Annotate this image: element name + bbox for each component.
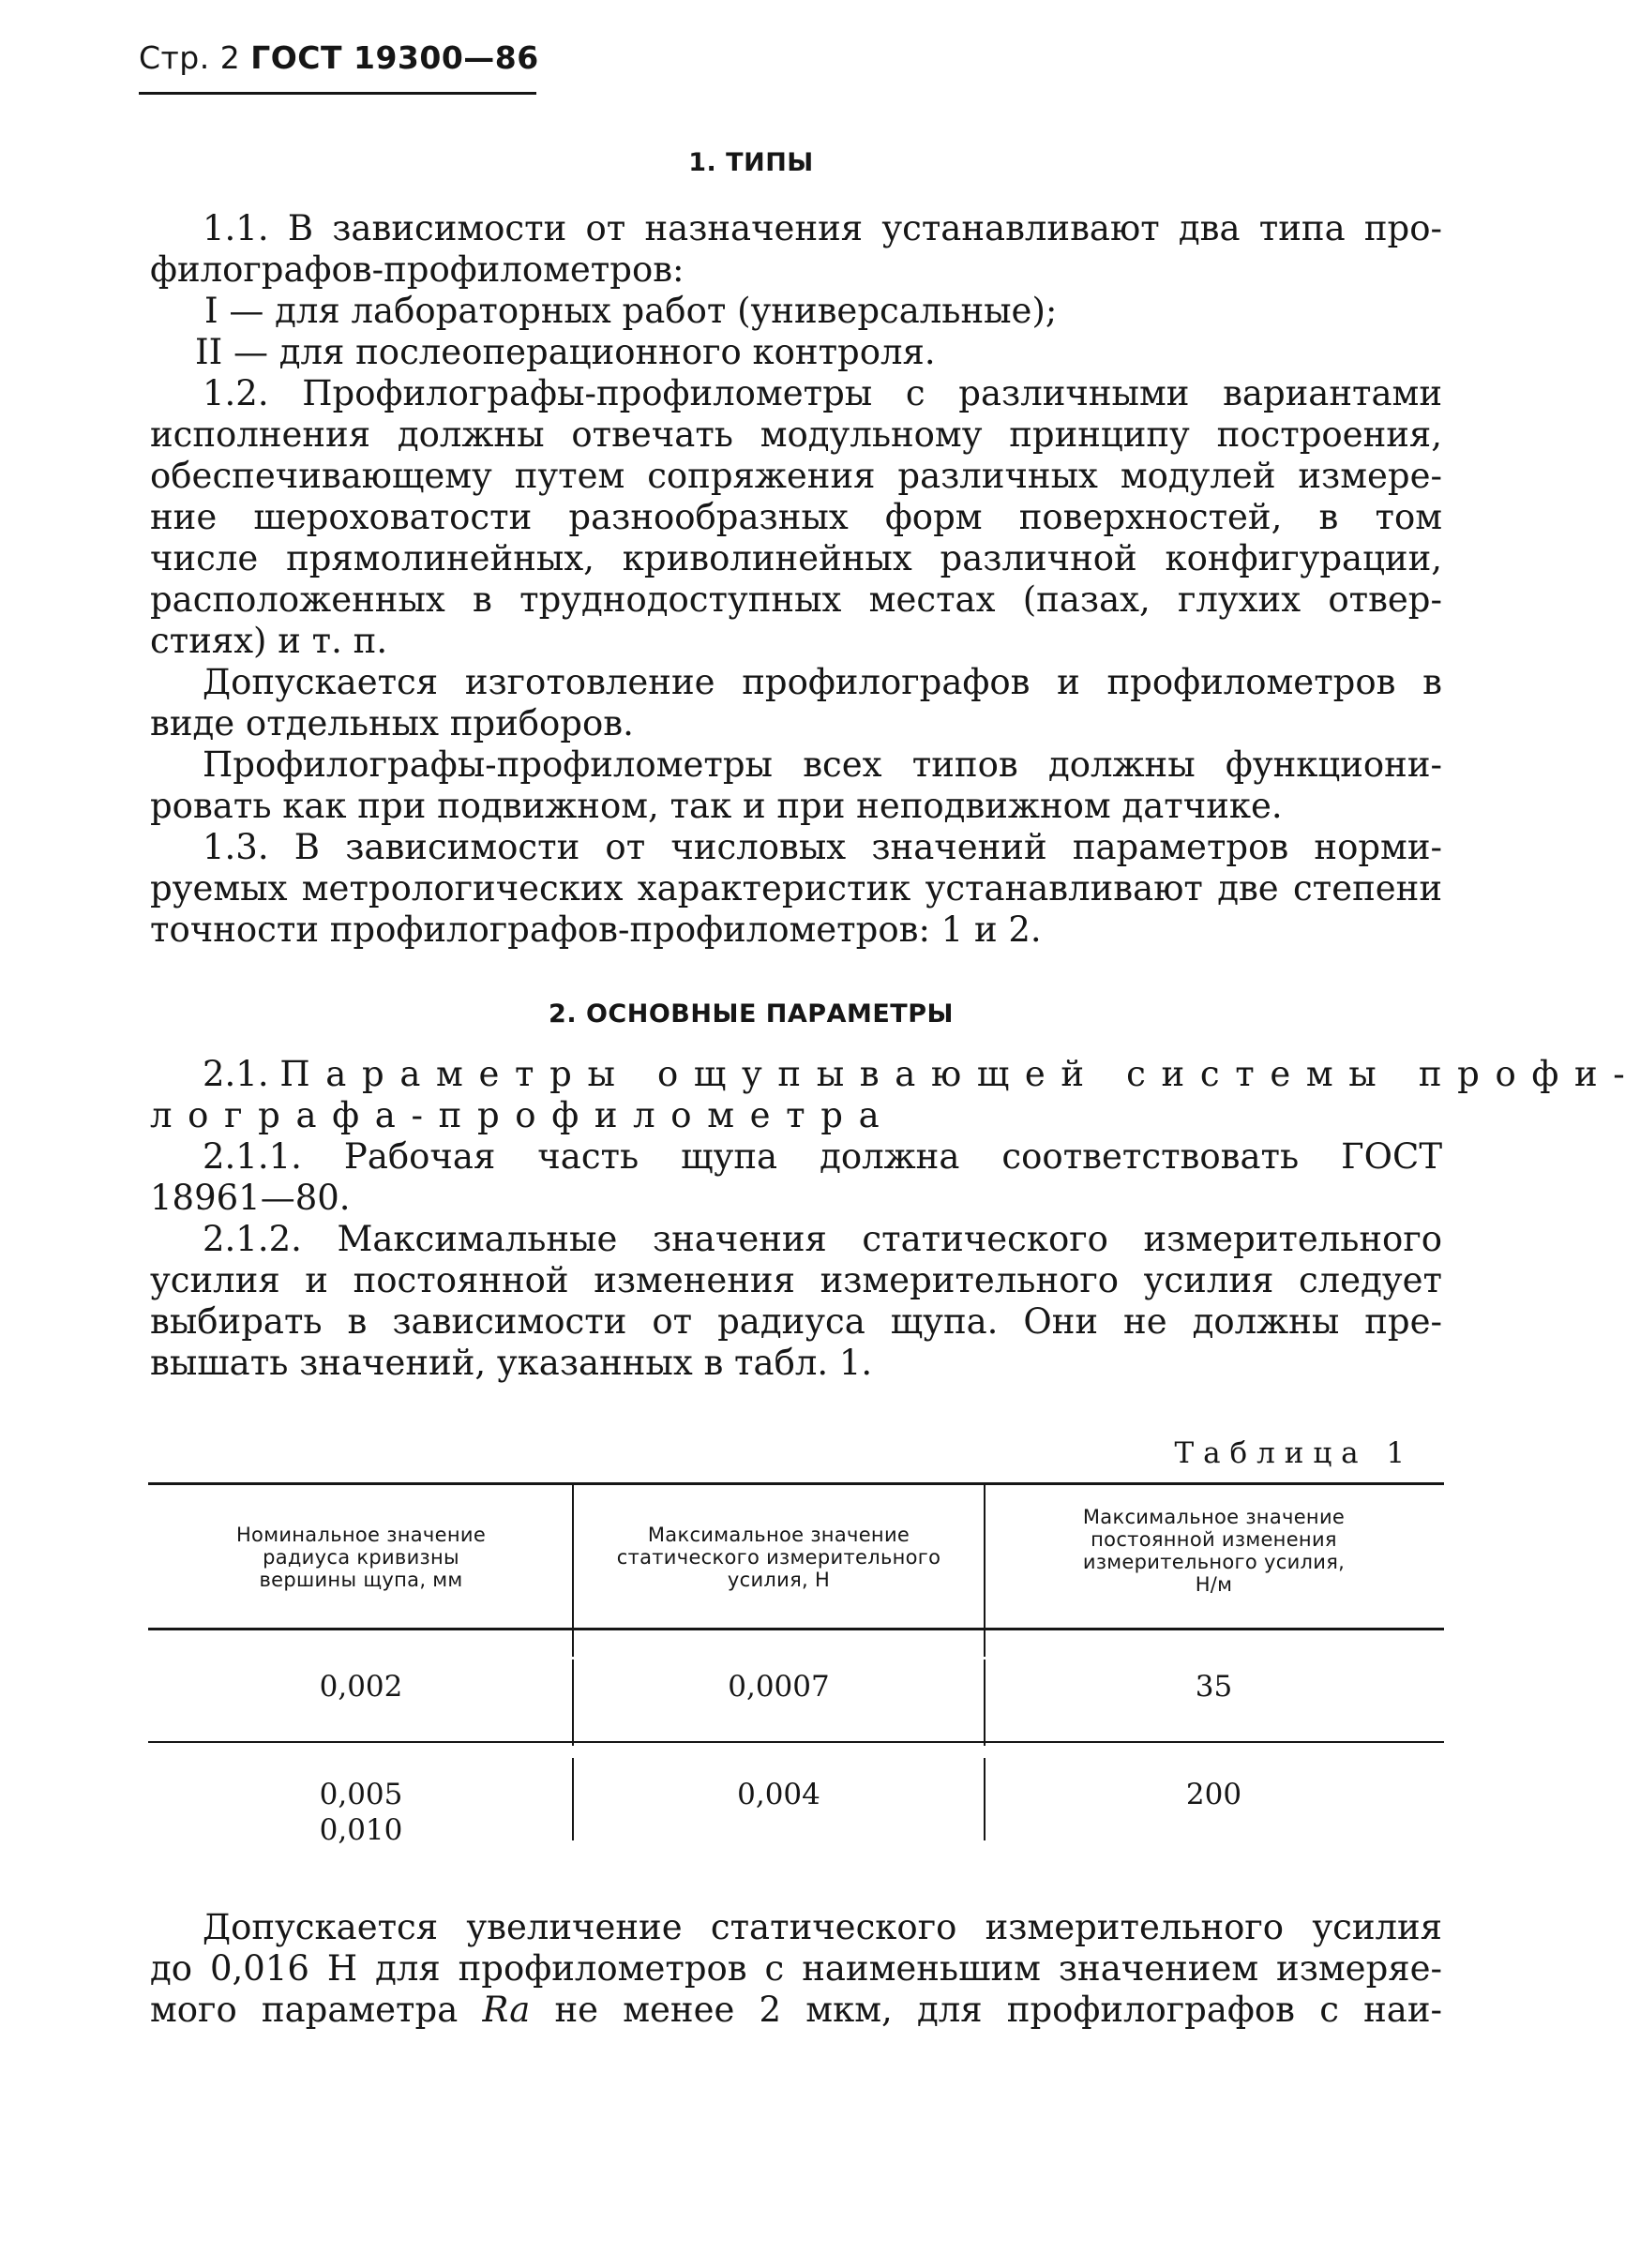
s1-line-8: ние шероховатости разнообразных форм поверхностей, в том: [150, 497, 1442, 537]
table-header-rule: [148, 1628, 1444, 1630]
header-2-line-1: Максимальное значение: [647, 1524, 910, 1546]
table-row-1-col-3: [986, 1669, 1442, 1705]
header-3-line-2: постоянной изменения: [1091, 1528, 1337, 1551]
s1-line-10: расположенных в труднодоступных местах (пазах, глухих отвер-: [150, 579, 1442, 620]
s1-line-16: 1.3. В зависимости от числовых значений параметров норми-: [203, 827, 1442, 867]
s1-line-6: исполнения должны отвечать модульному принципу построения,: [150, 414, 1442, 455]
header-1-line-1: Номинальное значение: [235, 1524, 487, 1546]
s2-line-6: вышать значений, указанных в табл. 1.: [150, 1343, 873, 1383]
header-3-line-4: Н/м: [1195, 1573, 1233, 1596]
s2-subhead-number: 2.1.: [203, 1054, 269, 1094]
header-rule: [139, 92, 536, 95]
table-header-col-3: [986, 1506, 1442, 1596]
s2-line-4: усилия и постоянной изменения измерительного усилия следует: [150, 1260, 1442, 1300]
s1-line-5: 1.2. Профилографы-профилометры с различными вариантами: [203, 373, 1442, 413]
table-header-col-1: [150, 1524, 572, 1591]
footer-line-2: до 0,016 Н для профилометров с наименьшим значением измеряе-: [150, 1948, 1442, 1989]
s1-line-4: II — для послеоперационного контроля.: [195, 332, 936, 372]
s2-subhead-line-2: лографа-профилометра: [150, 1095, 895, 1135]
s2-line-1: 2.1.1. Рабочая часть щупа должна соответствовать ГОСТ: [203, 1136, 1442, 1177]
s1-line-14: Профилографы-профилометры всех типов должны функциони-: [203, 744, 1442, 785]
standard-id: ГОСТ 19300—86: [250, 39, 539, 76]
section-1-title: 1. ТИПЫ: [688, 148, 814, 177]
table-row-2-col-2: [574, 1777, 984, 1812]
cell-value: 0,005: [319, 1778, 403, 1811]
cell-value: 35: [1195, 1670, 1233, 1704]
table-caption: Таблица 1: [1174, 1436, 1414, 1470]
section-2-title: 2. ОСНОВНЫЕ ПАРАМЕТРЫ: [549, 999, 954, 1029]
header-1-line-3: вершины щупа, мм: [259, 1569, 463, 1591]
footer-line-3-start: мого параметра: [150, 1990, 483, 2030]
header-2-line-3: усилия, Н: [727, 1569, 831, 1591]
s2-line-2: 18961—80.: [150, 1178, 351, 1218]
header-2-line-2: статического измерительного: [616, 1546, 941, 1569]
s1-line-17: руемых метрологических характеристик устанавливают две степени: [150, 868, 1442, 909]
parameter-ra: Ra: [482, 1990, 531, 2030]
s1-line-2: филографов-профилометров:: [150, 249, 685, 290]
cell-value: 0,002: [319, 1670, 403, 1704]
s1-line-12: Допускается изготовление профилографов и профилометров в: [203, 662, 1442, 702]
table-top-rule: [148, 1482, 1444, 1485]
footer-line-3: [150, 1990, 1442, 2031]
s1-line-7: обеспечивающему путем сопряжения различных модулей измере-: [150, 456, 1442, 496]
cell-value: 0,0007: [728, 1670, 830, 1704]
table-header-col-2: [574, 1524, 984, 1591]
s1-line-15: ровать как при подвижном, так и при неподвижном датчике.: [150, 786, 1283, 826]
s1-line-18: точности профилографов-профилометров: 1 и 2.: [150, 909, 1042, 950]
s2-subhead-line-1: [203, 1054, 1640, 1095]
cell-value: 200: [1185, 1778, 1242, 1811]
s1-line-1: 1.1. В зависимости от назначения устанавливают два типа про-: [203, 208, 1442, 248]
table-row-2-col-3: [986, 1777, 1442, 1812]
header-3-line-3: измерительного усилия,: [1082, 1551, 1346, 1573]
s2-subhead-text-1: Параметры ощупывающей системы профи-: [279, 1054, 1640, 1094]
header-3-line-1: Максимальное значение: [1082, 1506, 1346, 1528]
cell-value: 0,010: [319, 1813, 403, 1847]
page-number: Стр. 2: [139, 39, 241, 76]
s1-line-9: числе прямолинейных, криволинейных различной конфигурации,: [150, 538, 1442, 578]
footer-line-3-end: не менее 2 мкм, для профилографов с наи-: [530, 1990, 1443, 2030]
s1-line-3: I — для лабораторных работ (универсальные);: [204, 291, 1058, 331]
header-1-line-2: радиуса кривизны: [263, 1546, 459, 1569]
table-row-2-col-1: [150, 1777, 572, 1848]
footer-line-1: Допускается увеличение статического измерительного усилия: [203, 1907, 1442, 1947]
s1-line-13: виде отдельных приборов.: [150, 703, 634, 743]
s1-line-11: стиях) и т. п.: [150, 621, 388, 661]
table-row-1-col-1: [150, 1669, 572, 1705]
s2-line-5: выбирать в зависимости от радиуса щупа. Они не должны пре-: [150, 1301, 1442, 1342]
table-row-rule: [148, 1741, 1444, 1743]
page-header: [139, 39, 539, 76]
table-row-1-col-2: [574, 1669, 984, 1705]
cell-value: 0,004: [737, 1778, 820, 1811]
s2-line-3: 2.1.2. Максимальные значения статического измерительного: [203, 1219, 1442, 1259]
